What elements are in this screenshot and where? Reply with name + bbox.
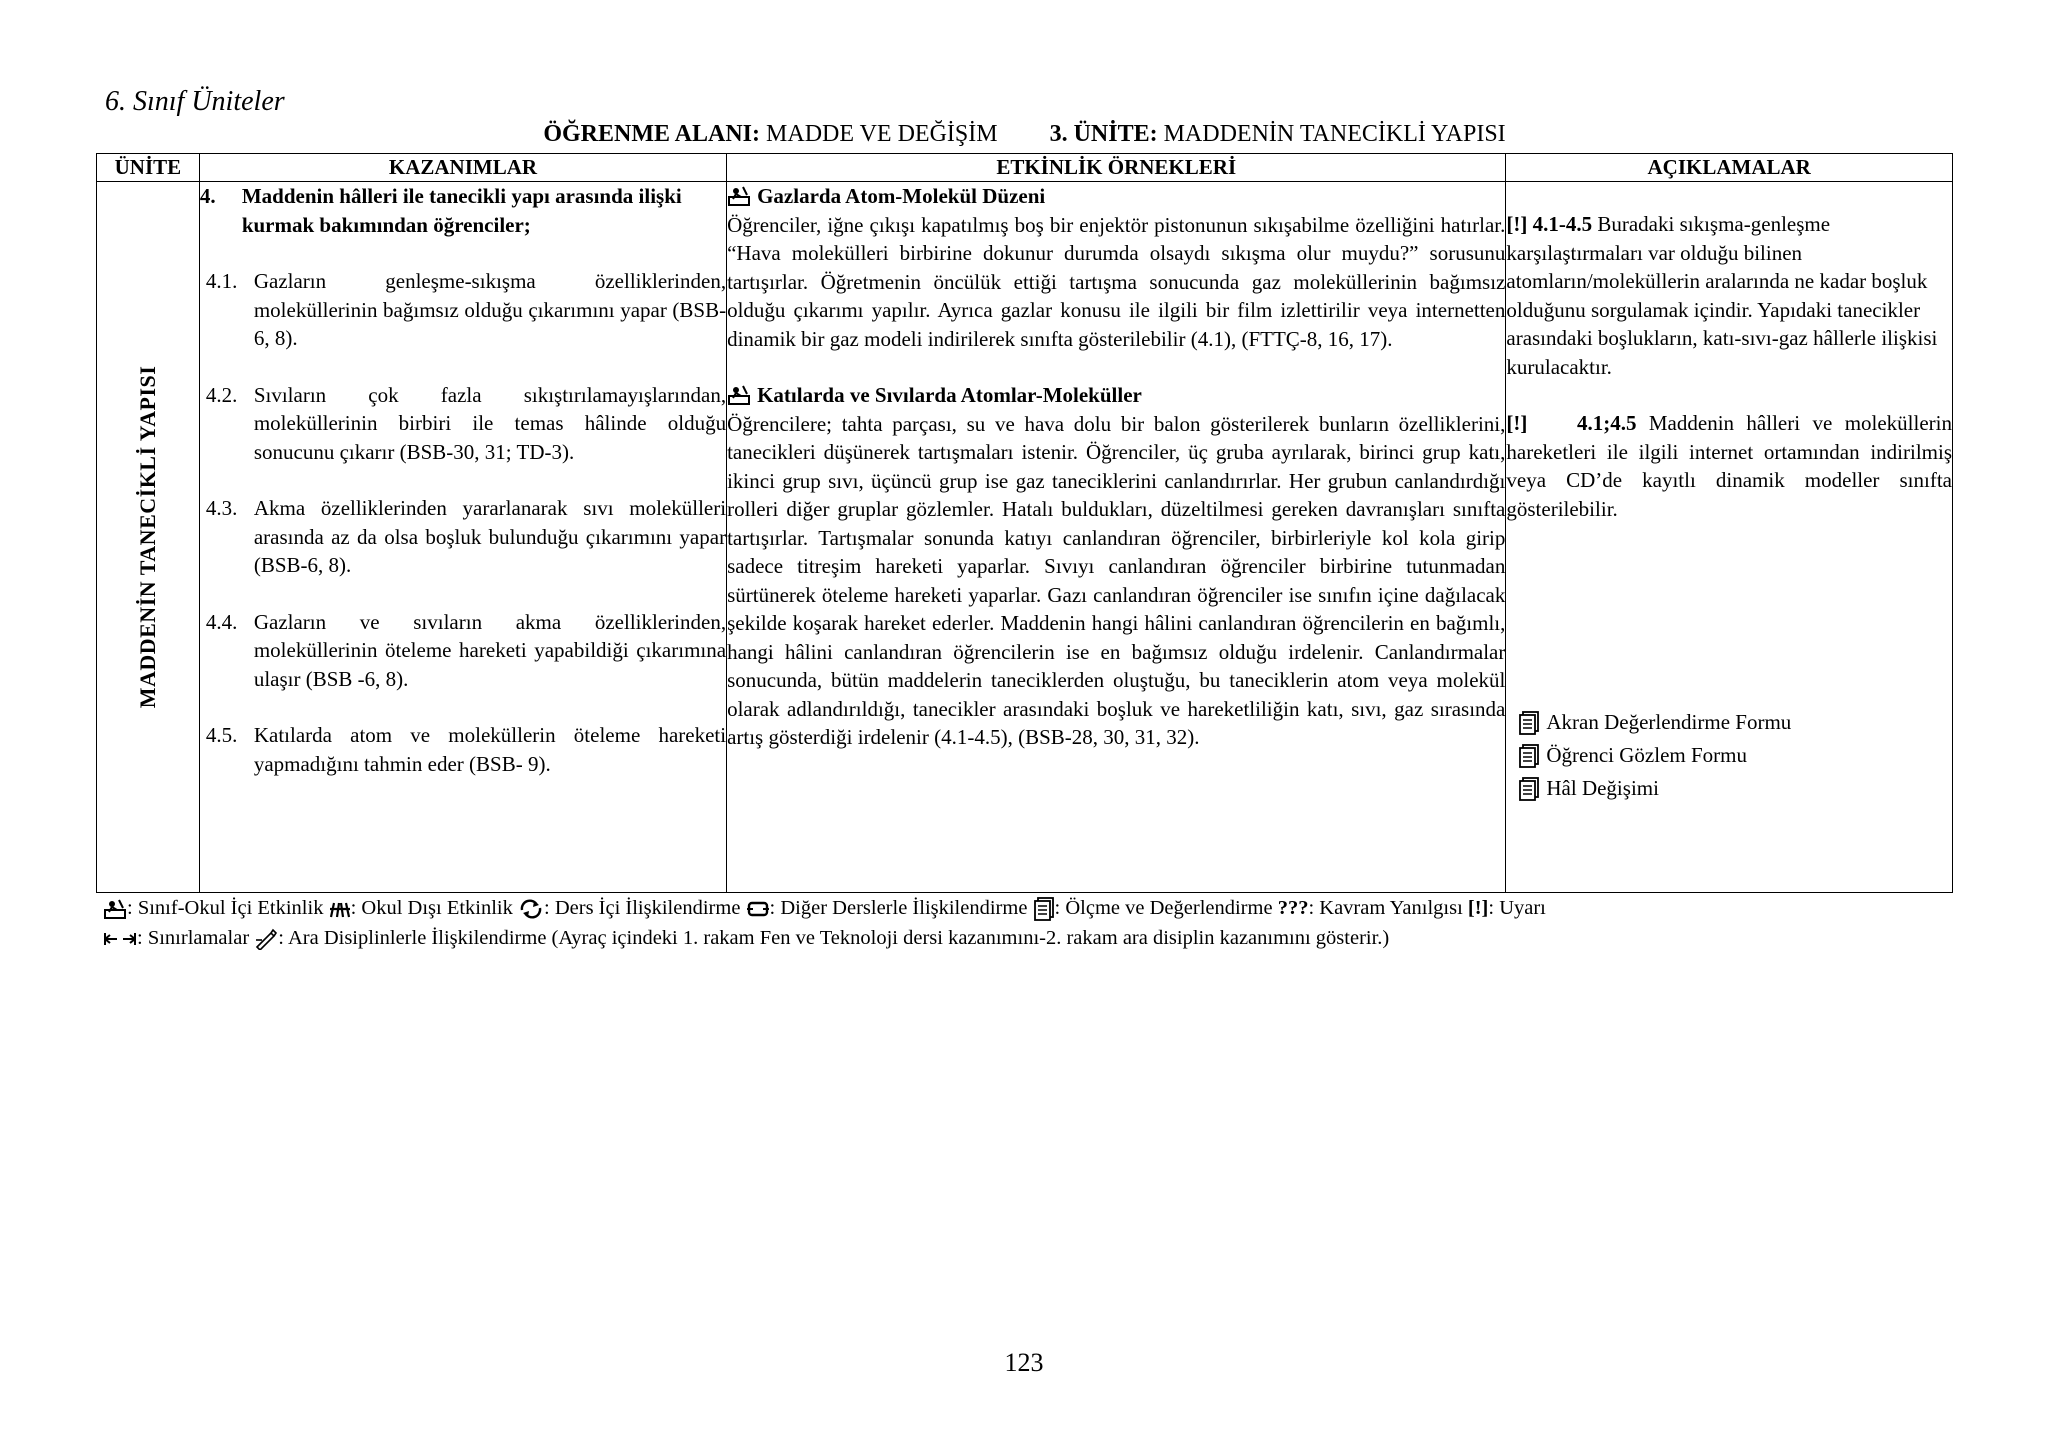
legend-in-school: : Sınıf-Okul İçi Etkinlik xyxy=(127,897,324,919)
kazanim-number: 4.5. xyxy=(205,723,238,747)
kazanim-text: Akma özelliklerinden yararlanarak sıvı molekülleri arasında az da olsa boşluk bulunduğu çıkarımını yapar (BSB-6, 8). xyxy=(253,496,727,577)
area-label: ÖĞRENME ALANI: xyxy=(543,121,761,147)
outdoor-activity-icon xyxy=(329,899,351,919)
interdisciplinary-icon xyxy=(254,928,278,950)
unit-cell xyxy=(97,182,200,893)
in-course-link-icon xyxy=(518,898,544,920)
kazanim-text: Gazların genleşme-sıkışma özelliklerinden, moleküllerinin bağımsız olduğu çıkarımını yapar (BSB-6, 8). xyxy=(253,269,727,350)
kazanim-item xyxy=(200,267,726,353)
header-kazanimlar: KAZANIMLAR xyxy=(199,154,726,182)
note-reference: 4.1-4.5 xyxy=(1532,212,1593,236)
legend-in-course: : Ders İçi İlişkilendirme xyxy=(544,897,741,919)
unit-value: MADDENİN TANECİKLİ YAPISI xyxy=(1163,121,1506,147)
evaluation-label: Hâl Değişimi xyxy=(1546,776,1659,801)
learning-area-heading xyxy=(97,121,1952,148)
page-number: 123 xyxy=(1004,1348,1044,1377)
legend-limits: : Sınırlamalar xyxy=(137,927,250,949)
header-etkinlik: ETKİNLİK ÖRNEKLERİ xyxy=(727,154,1506,182)
header-unite: ÜNİTE xyxy=(97,154,200,182)
limits-icon xyxy=(103,931,137,947)
kazanim-number: 4.4. xyxy=(205,609,238,634)
kazanim-heading xyxy=(200,182,726,239)
table-header-row xyxy=(97,154,1953,182)
classroom-activity-icon xyxy=(103,898,127,920)
curriculum-table xyxy=(96,153,1953,893)
etkinlik-cell xyxy=(727,182,1506,893)
kazanim-item xyxy=(200,721,726,778)
assessment-document-icon xyxy=(1518,744,1540,768)
evaluation-label: Akran Değerlendirme Formu xyxy=(1546,710,1792,735)
legend-out-school: : Okul Dışı Etkinlik xyxy=(350,897,513,919)
kazanim-item xyxy=(200,608,726,694)
kazanim-number: 4.3. xyxy=(205,496,238,520)
classroom-activity-icon xyxy=(727,185,751,207)
table-row xyxy=(97,182,1953,893)
kazanim-number: 4.1. xyxy=(205,269,238,293)
evaluation-item xyxy=(1518,706,1952,739)
kazanim-item xyxy=(200,494,726,580)
warning-mark: [!] xyxy=(1506,212,1528,236)
activity-title xyxy=(727,182,1505,211)
activity-title xyxy=(727,381,1505,410)
header-aciklamalar: AÇIKLAMALAR xyxy=(1506,154,1953,182)
area-value: MADDE VE DEĞİŞİM xyxy=(766,121,998,147)
page-title: 6. Sınıf Üniteler xyxy=(105,86,285,117)
other-courses-link-icon xyxy=(746,899,770,919)
evaluation-label: Öğrenci Gözlem Formu xyxy=(1546,743,1747,768)
assessment-document-icon xyxy=(1033,897,1055,921)
evaluation-list xyxy=(1506,706,1952,805)
activity-body: Öğrenciler, iğne çıkışı kapatılmış boş bir enjektör pistonunun sıkışabilme özelliğini hatırlar. “Hava molekülleri birbirine dokunur durumda olsaydı sıkışma olur muydu?” sorusunu tartışırlar. Öğretmenin öncülük ettiği tartışma sonucunda gaz moleküllerinin bağımsız olduğu çıkarımı yapılır. Ayrıca gazlar konusu ile ilgili bir film izlettirilir veya internetten dinamik bir gaz modeli indirilerek sınıfta gösterilebilir (4.1), (FTTÇ-8, 16, 17). xyxy=(727,212,1506,351)
assessment-document-icon xyxy=(1518,777,1540,801)
legend-line-2 xyxy=(103,923,1546,953)
kazanim-text: Sıvıların çok fazla sıkıştırılamayışlarından, moleküllerinin birbiri ile temas hâlinde olduğu sonucunu çıkarır (BSB-30, 31; TD-3). xyxy=(253,382,727,464)
legend-misconception: : Kavram Yanılgısı xyxy=(1308,897,1463,919)
legend xyxy=(103,893,1546,953)
legend-interdisciplinary: : Ara Disiplinlerle İlişkilendirme (Ayraç içindeki 1. rakam Fen ve Teknoloji dersi kazanımını-2. rakam ara disiplin kazanımını gösterir.) xyxy=(278,927,1390,949)
warning-note xyxy=(1506,409,1952,523)
evaluation-item xyxy=(1518,739,1952,772)
assessment-document-icon xyxy=(1518,711,1540,735)
kazanim-item xyxy=(200,381,726,467)
legend-warning: : Uyarı xyxy=(1488,897,1546,919)
warning-mark: [!] xyxy=(1506,411,1528,435)
legend-assessment: : Ölçme ve Değerlendirme xyxy=(1054,897,1273,919)
legend-line-1 xyxy=(103,893,1546,923)
note-text: Maddenin hâlleri ve moleküllerin hareketleri ile ilgili internet ortamından indirilmiş veya CD’de kayıtlı dinamik modeller sınıfta gösterilebilir. xyxy=(1506,411,1952,521)
classroom-activity-icon xyxy=(727,384,751,406)
activity-body: Öğrencilere; tahta parçası, su ve hava dolu bir balon gösterilerek bunların özelliklerini, tanecikleri düşünerek tartışmaları istenir. Öğrenciler, üç gruba ayrılarak, birinci grup katı, ikinci grup sıvı, üçüncü grup ise gaz taneciklerini canlandırırlar. Her grubun canlandırdığı rolleri diğer gruplar gözlemler. Hatalı buldukları, düzeltilmesi gereken davranışları sınıfta tartışırlar. Tartışmalar sonunda katıyı canlandıran öğrenciler, birbirleriyle kol kola girip sadece titreşim hareketi yaparlar. Sıvıyı canlandıran öğrenciler birbirine tutunmadan sürtünerek öteleme hareketi yaparlar. Gazı canlandıran öğrenciler ise sınıfın içine dağılacak şekilde koşarak hareket ederler. Maddenin hangi hâlini canlandıran öğrencilerin en bağımlı, hangi hâlini canlandıran öğrencilerin ise en bağımsız olduğu irdelenir. Canlandırmalar sonucunda, bütün maddelerin taneciklerden oluştuğu, bu taneciklerin atom veya molekül olarak adlandırıldığı, tanecikler arasındaki boşluk ve hareketliliğin katı, sıvı, gaz sırasında artış gösterdiği irdelenir (4.1-4.5), (BSB-28, 30, 31, 32). xyxy=(727,411,1506,749)
legend-other-courses: : Diğer Derslerle İlişkilendirme xyxy=(769,897,1028,919)
kazanim-text: Katılarda atom ve moleküllerin öteleme hareketi yapmadığını tahmin eder (BSB- 9). xyxy=(253,723,727,776)
kazanimlar-cell xyxy=(199,182,726,893)
kazanim-heading-text: Maddenin hâlleri ile tanecikli yapı arasında ilişki kurmak bakımından öğrenciler; xyxy=(241,184,682,237)
activity-title-text: Katılarda ve Sıvılarda Atomlar-Moleküller xyxy=(757,383,1142,407)
activity-title-text: Gazlarda Atom-Molekül Düzeni xyxy=(757,184,1046,208)
kazanim-heading-number: 4. xyxy=(199,184,216,208)
unit-name-vertical: MADDENİN TANECİKLİ YAPISI xyxy=(134,365,160,709)
kazanim-number: 4.2. xyxy=(205,382,238,407)
warning-note xyxy=(1506,210,1952,381)
evaluation-item xyxy=(1518,772,1952,805)
misconception-symbol: ??? xyxy=(1277,897,1309,919)
warning-symbol: [!] xyxy=(1467,897,1489,919)
note-text: Buradaki sıkışma-genleşme karşılaştırmaları var olduğu bilinen atomların/moleküllerin aralarında ne kadar boşluk olduğunu sorgulamak içindir. Yapıdaki tanecikler arasındaki boşlukların, katı-sıvı-gaz hâllerle ilişkisi kurulacaktır. xyxy=(1506,212,1938,379)
note-reference: 4.1;4.5 xyxy=(1576,411,1637,435)
unit-label: 3. ÜNİTE: xyxy=(1049,121,1158,147)
kazanim-text: Gazların ve sıvıların akma özelliklerinden, moleküllerinin öteleme hareketi yapabildiği çıkarımına ulaşır (BSB -6, 8). xyxy=(253,609,727,691)
aciklamalar-cell xyxy=(1506,182,1953,893)
